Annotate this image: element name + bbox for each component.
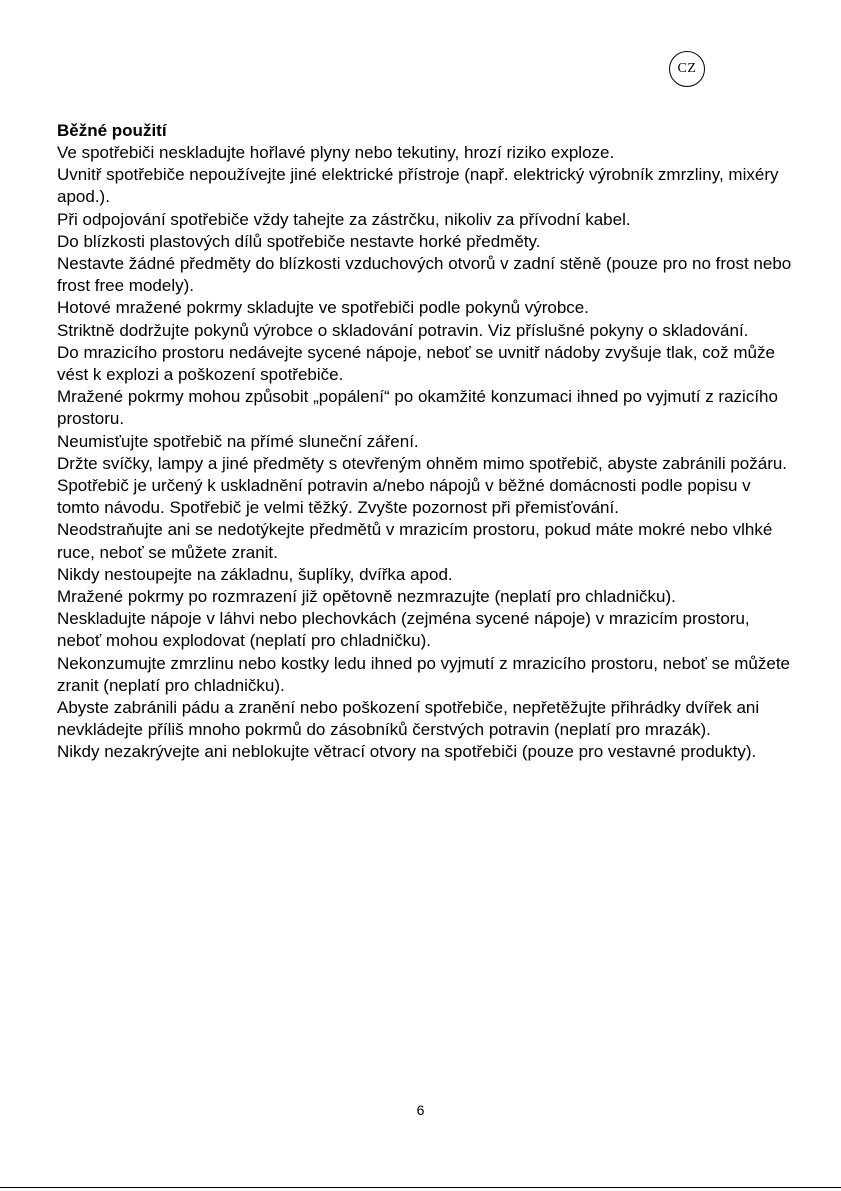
paragraph: Nestavte žádné předměty do blízkosti vzduchových otvorů v zadní stěně (pouze pro no frost nebo frost free modely).: [57, 254, 792, 296]
paragraph: Spotřebič je určený k uskladnění potravin a/nebo nápojů v běžné domácnosti podle popisu v tomto návodu. Spotřebič je velmi těžký. Zvyšte pozornost při přemisťování.: [57, 476, 751, 518]
paragraph: Mražené pokrmy mohou způsobit „popálení“ po okamžité konzumaci ihned po vyjmutí z razicího prostoru.: [57, 387, 778, 429]
language-code: CZ: [677, 61, 697, 76]
paragraph: Neumisťujte spotřebič na přímé sluneční záření.: [57, 431, 419, 451]
paragraph: Nikdy nezakrývejte ani neblokujte větrací otvory na spotřebiči (pouze pro vestavné produkty).: [57, 742, 757, 762]
bottom-divider: [0, 1187, 841, 1188]
page-number: 6: [416, 1102, 425, 1118]
paragraph: Do mrazicího prostoru nedávejte sycené nápoje, neboť se uvnitř nádoby zvyšuje tlak, což může vést k explozi a poškození spotřebiče.: [57, 342, 775, 385]
paragraph: Nikdy nestoupejte na základnu, šuplíky, dvířka apod.: [57, 564, 453, 584]
paragraph: Při odpojování spotřebiče vždy tahejte za zástrčku, nikoliv za přívodní kabel.: [57, 209, 631, 229]
paragraph: Mražené pokrmy po rozmrazení již opětovně nezmrazujte (neplatí pro chladničku).: [57, 587, 676, 607]
paragraph: Neodstraňujte ani se nedotýkejte předmětů v mrazicím prostoru, pokud máte mokré nebo vlhké ruce, neboť se můžete zranit.: [57, 520, 773, 562]
paragraph: Držte svíčky, lampy a jiné předměty s otevřeným ohněm mimo spotřebič, abyste zabránili požáru.: [57, 453, 788, 473]
paragraph: Neskladujte nápoje v láhvi nebo plechovkách (zejména sycené nápoje) v mrazicím prostoru, neboť mohou explodovat (neplatí pro chladničku).: [57, 609, 750, 651]
paragraph: Striktně dodržujte pokynů výrobce o skladování potravin. Viz příslušné pokyny o skladování.: [57, 320, 749, 340]
paragraph: Ve spotřebiči neskladujte hořlavé plyny nebo tekutiny, hrozí riziko exploze.: [57, 143, 615, 162]
section-title: Běžné použití: [57, 121, 167, 140]
paragraph: Uvnitř spotřebiče nepoužívejte jiné elektrické přístroje (např. elektrický výrobník zmrzliny, mixéry apod.).: [57, 165, 779, 207]
paragraph: Do blízkosti plastových dílů spotřebiče nestavte horké předměty.: [57, 231, 541, 251]
document-body: [57, 120, 797, 764]
paragraph: Abyste zabránili pádu a zranění nebo poškození spotřebiče, nepřetěžujte přihrádky dvířek ani nevkládejte příliš mnoho pokrmů do zásobníků čerstvých potravin (neplatí pro mrazák).: [57, 698, 760, 740]
paragraph: Hotové mražené pokrmy skladujte ve spotřebiči podle pokynů výrobce.: [57, 298, 589, 318]
language-badge: [669, 51, 705, 87]
paragraph: Nekonzumujte zmrzlinu nebo kostky ledu ihned po vyjmutí z mrazicího prostoru, neboť se můžete zranit (neplatí pro chladničku).: [57, 653, 791, 695]
